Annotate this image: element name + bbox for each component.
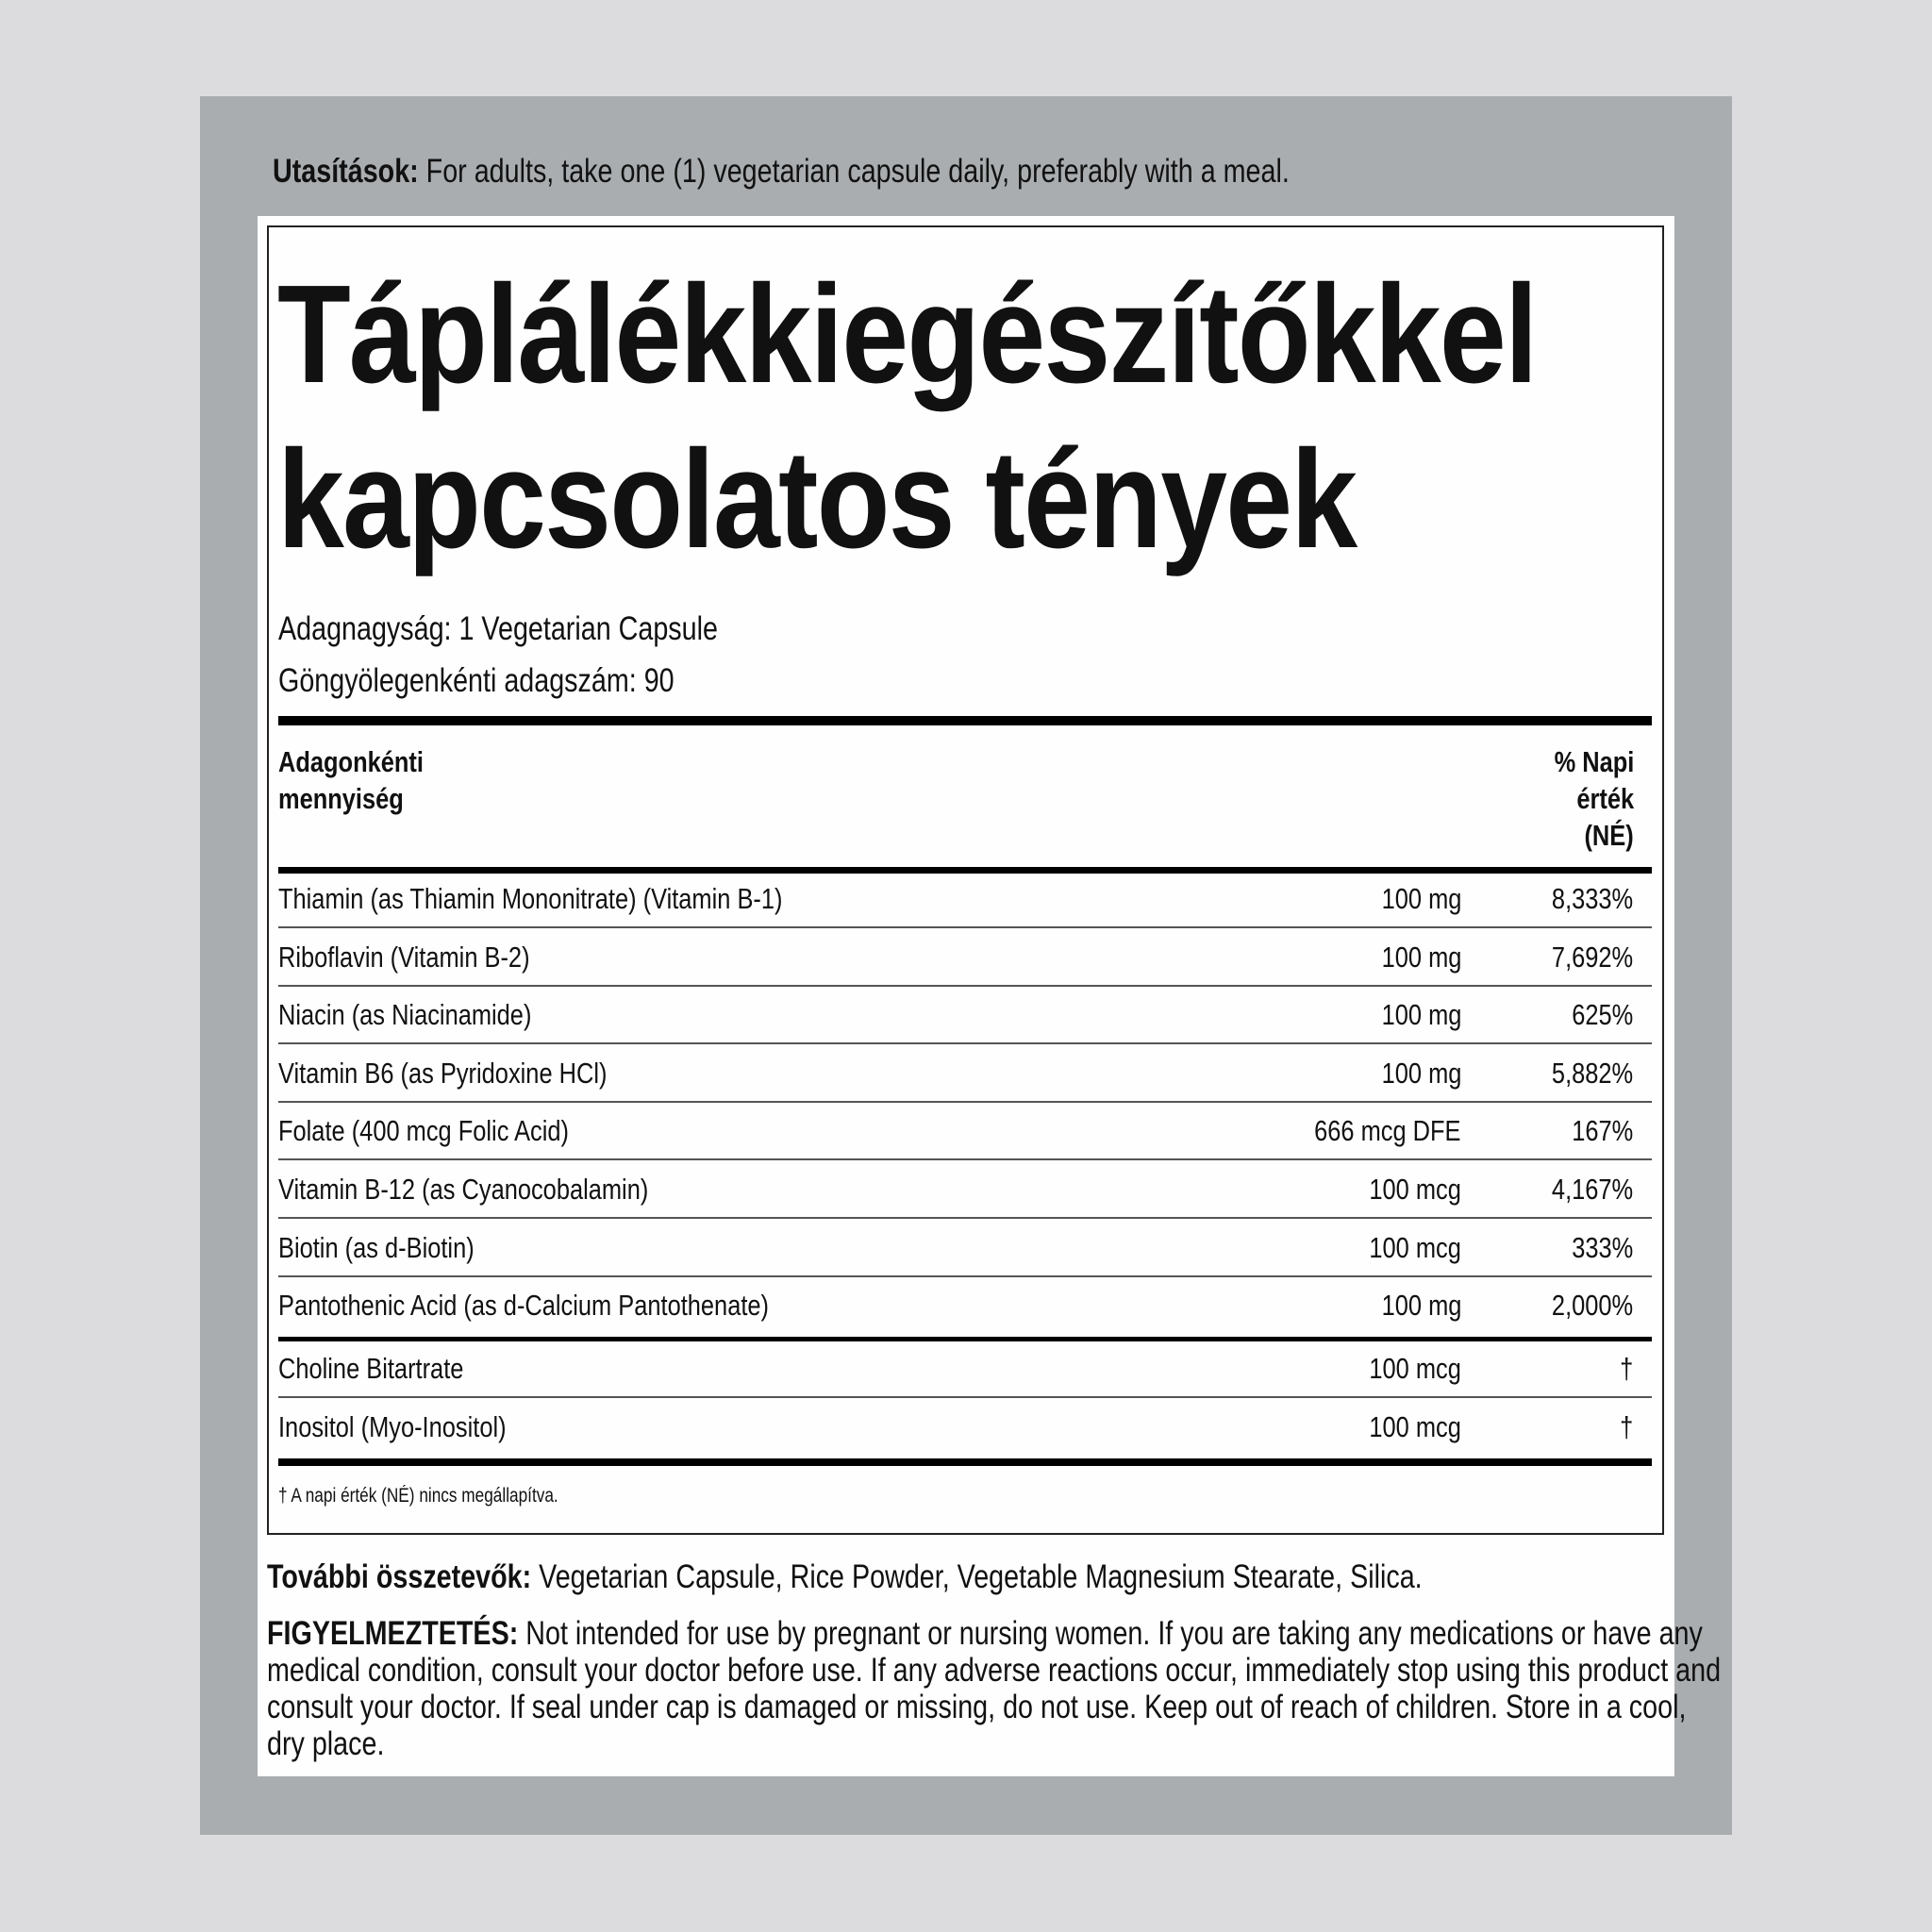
nutrient-name: Vitamin B6 (as Pyridoxine HCl) [278, 1056, 608, 1090]
facts-title-line2: kapcsolatos tények [277, 422, 1357, 577]
nutrient-daily-value: 333% [1571, 1230, 1633, 1264]
nutrient-daily-value: 5,882% [1551, 1056, 1633, 1090]
daily-value-header: % Napi érték (NÉ) [1554, 745, 1634, 852]
nutrient-row [278, 1404, 1652, 1451]
nutrient-name: Pantothenic Acid (as d-Calcium Pantothenate) [278, 1289, 769, 1323]
warning-line: consult your doctor. If seal under cap is damaged or missing, do not use. Keep out of reach of children. Store in a cool, [267, 1689, 1687, 1725]
nutrient-row [278, 1224, 1652, 1272]
nutrient-amount: 100 mcg [1369, 1173, 1461, 1206]
warning-line: Not intended for use by pregnant or nursing women. If you are taking any medications or have any [518, 1615, 1703, 1652]
medium-divider [278, 1337, 1652, 1341]
nutrient-row [278, 875, 1652, 923]
nutrient-row [278, 991, 1652, 1039]
nutrient-daily-value: 167% [1571, 1114, 1633, 1148]
nutrient-name: Thiamin (as Thiamin Mononitrate) (Vitamin B-1) [278, 882, 783, 915]
nutrient-row [278, 1345, 1652, 1392]
nutrient-name: Inositol (Myo-Inositol) [278, 1409, 507, 1443]
nutrient-amount: 100 mg [1381, 1289, 1461, 1323]
nutrient-amount: 100 mcg [1369, 1352, 1461, 1385]
nutrient-name: Niacin (as Niacinamide) [278, 998, 532, 1032]
footnote: † A napi érték (NÉ) nincs megállapítva. [278, 1485, 558, 1507]
warning [267, 1615, 1932, 1762]
nutrient-name: Riboflavin (Vitamin B-2) [278, 940, 530, 974]
row-divider [278, 1396, 1652, 1398]
warning-line: medical condition, consult your doctor before use. If any adverse reactions occur, immediately stop using this product and [267, 1652, 1722, 1689]
nutrient-amount: 100 mcg [1369, 1409, 1461, 1443]
nutrient-daily-value: 4,167% [1551, 1173, 1633, 1206]
nutrient-row [278, 1282, 1652, 1329]
other-ingredients [267, 1558, 1675, 1596]
thick-divider [278, 867, 1652, 874]
nutrient-row [278, 1108, 1652, 1155]
row-divider [278, 985, 1652, 987]
amount-per-serving-header: Adagonkénti mennyiség [278, 745, 424, 815]
nutrient-amount: 100 mg [1381, 940, 1461, 974]
directions-text: For adults, take one (1) vegetarian capsule daily, preferably with a meal. [418, 153, 1290, 190]
nutrient-daily-value: † [1619, 1409, 1633, 1443]
ingredients-label: További összetevők: [267, 1558, 532, 1595]
nutrient-amount: 100 mg [1381, 1056, 1461, 1090]
directions-label: Utasítások: [273, 153, 419, 190]
thick-divider [278, 1458, 1652, 1466]
nutrient-daily-value: 8,333% [1551, 882, 1633, 915]
nutrient-daily-value: † [1619, 1352, 1633, 1385]
nutrient-row [278, 1050, 1652, 1097]
nutrient-amount: 100 mg [1381, 882, 1461, 915]
nutrient-name: Vitamin B-12 (as Cyanocobalamin) [278, 1173, 649, 1206]
nutrient-name: Choline Bitartrate [278, 1352, 464, 1385]
nutrient-amount: 100 mcg [1369, 1230, 1461, 1264]
nutrient-row [278, 934, 1652, 981]
facts-title-line1: Táplálékkiegészítőkkel [277, 257, 1537, 412]
warning-label: FIGYELMEZTETÉS: [267, 1615, 519, 1652]
row-divider [278, 926, 1652, 928]
nutrient-row [278, 1166, 1652, 1213]
row-divider [278, 1101, 1652, 1103]
servings-per-container: Göngyölegenkénti adagszám: 90 [278, 662, 675, 699]
row-divider [278, 1158, 1652, 1160]
nutrient-daily-value: 2,000% [1551, 1289, 1633, 1323]
nutrient-name: Biotin (as d-Biotin) [278, 1230, 475, 1264]
thick-divider [278, 716, 1652, 725]
row-divider [278, 1217, 1652, 1219]
nutrient-amount: 666 mcg DFE [1314, 1114, 1461, 1148]
nutrient-name: Folate (400 mcg Folic Acid) [278, 1114, 569, 1148]
ingredients-text: Vegetarian Capsule, Rice Powder, Vegetable Magnesium Stearate, Silica. [531, 1558, 1423, 1595]
warning-line: dry place. [267, 1725, 385, 1762]
row-divider [278, 1275, 1652, 1277]
nutrient-amount: 100 mg [1381, 998, 1461, 1032]
row-divider [278, 1042, 1652, 1044]
nutrient-daily-value: 7,692% [1551, 940, 1633, 974]
directions [273, 153, 1512, 191]
nutrient-daily-value: 625% [1571, 998, 1633, 1032]
serving-size: Adagnagyság: 1 Vegetarian Capsule [278, 610, 718, 647]
